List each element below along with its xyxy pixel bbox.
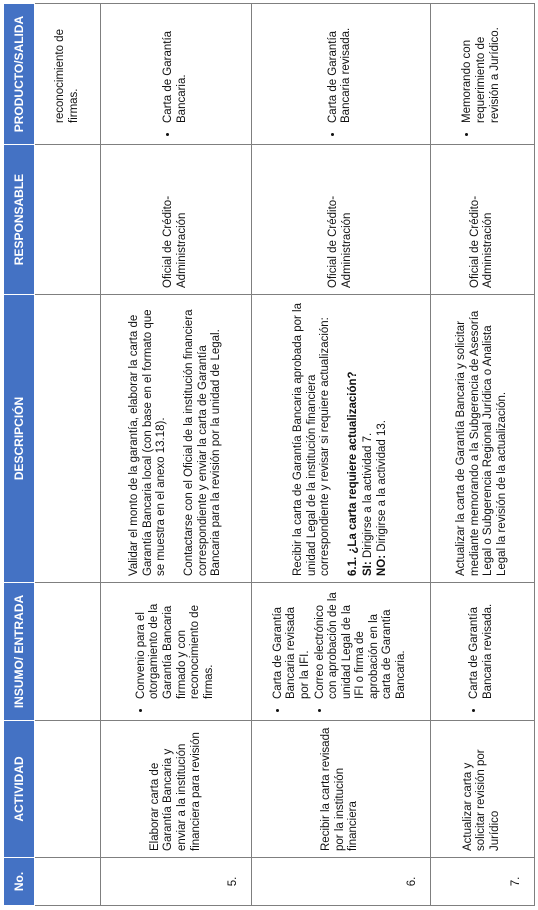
output-item: • Carta de Garantía Bancaria.: [162, 10, 189, 123]
input-cell: [251, 583, 430, 721]
table-row: [35, 4, 101, 906]
input-item: • Convenio para el otorgamiento de la Garantía Bancaria firmado y con reconocimiento de firmas.: [135, 589, 216, 699]
table-row: [430, 4, 534, 906]
output-item: • Memorando con requerimiento de revisión a Jurídico.: [461, 10, 502, 123]
row-number: 6.: [251, 858, 430, 906]
output-list: [162, 10, 189, 138]
no-text: Dirigirse a la actividad 13.: [375, 420, 388, 555]
decision-yes: [362, 301, 376, 576]
description-cell: [101, 295, 252, 583]
header-insumo: INSUMO/ ENTRADA: [4, 583, 35, 721]
output-cell: [35, 4, 101, 145]
input-list: [468, 589, 495, 714]
output-list: [327, 10, 354, 138]
output-list: [461, 10, 502, 138]
activity-cell: Elaborar carta de Garantía Bancaria y enviar a la institución financiera para revisión: [101, 721, 252, 858]
decision-question: 6.1. ¿La carta requiere actualización?: [346, 371, 359, 576]
responsible-cell: Oficial de Crédito-Administración: [251, 145, 430, 295]
table-header-row: [4, 4, 35, 906]
activity-cell: Actualizar carta y solicitar revisión por Jurídico: [430, 721, 534, 858]
activity-cell: [35, 721, 101, 858]
responsible-cell: Oficial de Crédito-Administración: [430, 145, 534, 295]
output-item: • Carta de Garantía Bancaria revisada.: [327, 10, 354, 123]
output-text: reconocimiento de firmas.: [54, 29, 80, 123]
input-cell: [35, 583, 101, 721]
input-list: [135, 589, 216, 714]
description-paragraph: Contactarse con el Oficial de la institución financiera correspondiente y enviar la carta de Garantía Bancaria para la revisión por la unidad de Legal.: [183, 309, 223, 576]
procedure-table: [3, 3, 535, 906]
table-row: [251, 4, 430, 906]
yes-text: Dirigirse a la actividad 7.: [362, 432, 375, 562]
header-no: No.: [4, 858, 35, 906]
description-cell: [35, 295, 101, 583]
input-item: • Correo electrónico con aprobación de la unidad Legal de la IFI o firma de aprobación en la carta de Garantía Bancaria.: [314, 589, 409, 699]
header-responsable: RESPONSABLE: [4, 145, 35, 295]
row-number: [35, 858, 101, 906]
input-item: • Carta de Garantía Bancaria revisada.: [468, 589, 495, 699]
description-paragraph: Validar el monto de la garantía, elaborar la carta de Garantía Bancaria local (con base en el formato que se muestra en el anexo 13.18).: [128, 309, 168, 576]
header-actividad: ACTIVIDAD: [4, 721, 35, 858]
input-cell: [430, 583, 534, 721]
input-list: [272, 589, 409, 714]
description-cell: [430, 295, 534, 583]
output-cell: [430, 4, 534, 145]
header-descripcion: DESCRIPCIÓN: [4, 295, 35, 583]
row-number: 7.: [430, 858, 534, 906]
decision-no: [376, 301, 390, 576]
yes-label: SI:: [362, 561, 375, 576]
output-cell: [251, 4, 430, 145]
table-row: [101, 4, 252, 906]
input-item: • Carta de Garantía Bancaria revisada por la IFI.: [272, 589, 313, 699]
row-number: 5.: [101, 858, 252, 906]
header-producto: PRODUCTO/SALIDA: [4, 4, 35, 145]
description-paragraph: Actualizar la carta de Garantía Bancaria y solicitar mediante memorando a la Subgerencia de Asesoría Legal o Subgerencia Regional Jurídica o Analista Legal la revisión de la actualización.: [455, 310, 508, 576]
description-cell: [251, 295, 430, 583]
description-paragraph: Recibir la carta de Garantía Bancaria aprobada por la unidad Legal de la institución financiera correspondiente y revisar si requiere actualización:: [292, 303, 332, 576]
input-cell: [101, 583, 252, 721]
responsible-cell: Oficial de Crédito-Administración: [101, 145, 252, 295]
activity-cell: Recibir la carta revisada por la institución financiera: [251, 721, 430, 858]
output-cell: [101, 4, 252, 145]
no-label: NO:: [375, 554, 388, 576]
responsible-cell: [35, 145, 101, 295]
